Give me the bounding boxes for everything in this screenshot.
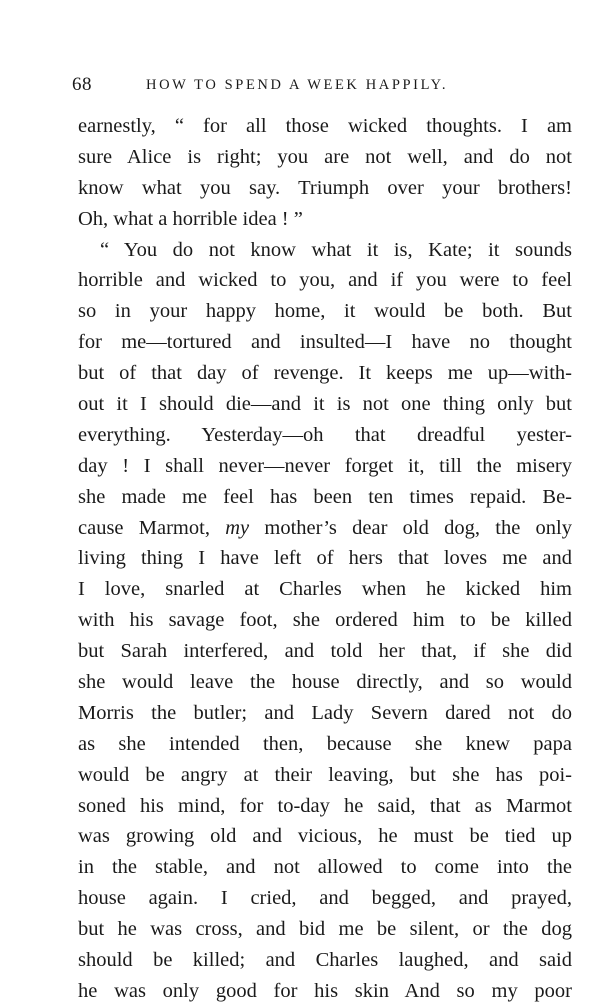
text-line: day ! I shall never—never forget it, till the misery bbox=[78, 454, 572, 477]
running-title: HOW TO SPEND A WEEK HAPPILY. bbox=[146, 77, 449, 93]
text-line: for me—tortured and insulted—I have no thought bbox=[78, 331, 572, 354]
text-line: earnestly, “ for all those wicked thoughts. I am bbox=[78, 115, 572, 137]
text-line: soned his mind, for to-day he said, that as Marmot bbox=[78, 794, 572, 817]
running-head bbox=[72, 74, 532, 98]
text-line: Oh, what a horrible idea ! ” bbox=[78, 207, 303, 230]
text-line: house again. I cried, and begged, and prayed, bbox=[78, 887, 572, 910]
text-line: he was only good for his skin And so my poor bbox=[78, 979, 572, 1002]
text-line: was growing old and vicious, he must be tied up bbox=[78, 825, 572, 848]
text-line: I love, snarled at Charles when he kicked him bbox=[78, 578, 572, 601]
text-line: so in your happy home, it would be both. But bbox=[78, 300, 572, 323]
text-line: cause Marmot, my mother’s dear old dog, the only bbox=[78, 516, 572, 539]
text-line: sure Alice is right; you are not well, and do not bbox=[78, 145, 572, 168]
text-line: but he was cross, and bid me be silent, or the dog bbox=[78, 918, 572, 941]
text-line: as she intended then, because she knew papa bbox=[78, 732, 572, 755]
text-line: know what you say. Triumph over your brothers! bbox=[78, 176, 572, 199]
text-line: she would leave the house directly, and so would bbox=[78, 671, 572, 694]
text-line: living thing I have left of hers that loves me and bbox=[78, 547, 572, 570]
text-line: would be angry at their leaving, but she has poi- bbox=[78, 763, 572, 786]
text-line: Morris the butler; and Lady Severn dared not do bbox=[78, 701, 572, 724]
text-line: but Sarah interfered, and told her that, if she did bbox=[78, 640, 572, 663]
page-number: 68 bbox=[72, 74, 92, 95]
text-line: everything. Yesterday—oh that dreadful yester- bbox=[78, 423, 572, 446]
text-line: but of that day of revenge. It keeps me up—with- bbox=[78, 362, 572, 385]
body-text bbox=[78, 111, 572, 1007]
text-line: with his savage foot, she ordered him to be killed bbox=[78, 609, 572, 632]
text-line: in the stable, and not allowed to come into the bbox=[78, 856, 572, 879]
text-line: she made me feel has been ten times repaid. Be- bbox=[78, 485, 572, 508]
emphasis: my bbox=[225, 516, 250, 539]
text-line: horrible and wicked to you, and if you were to feel bbox=[78, 269, 572, 292]
text-line: should be killed; and Charles laughed, and said bbox=[78, 949, 572, 972]
text-line: out it I should die—and it is not one thing only but bbox=[78, 393, 572, 416]
text-line: “ You do not know what it is, Kate; it sounds bbox=[100, 238, 572, 261]
